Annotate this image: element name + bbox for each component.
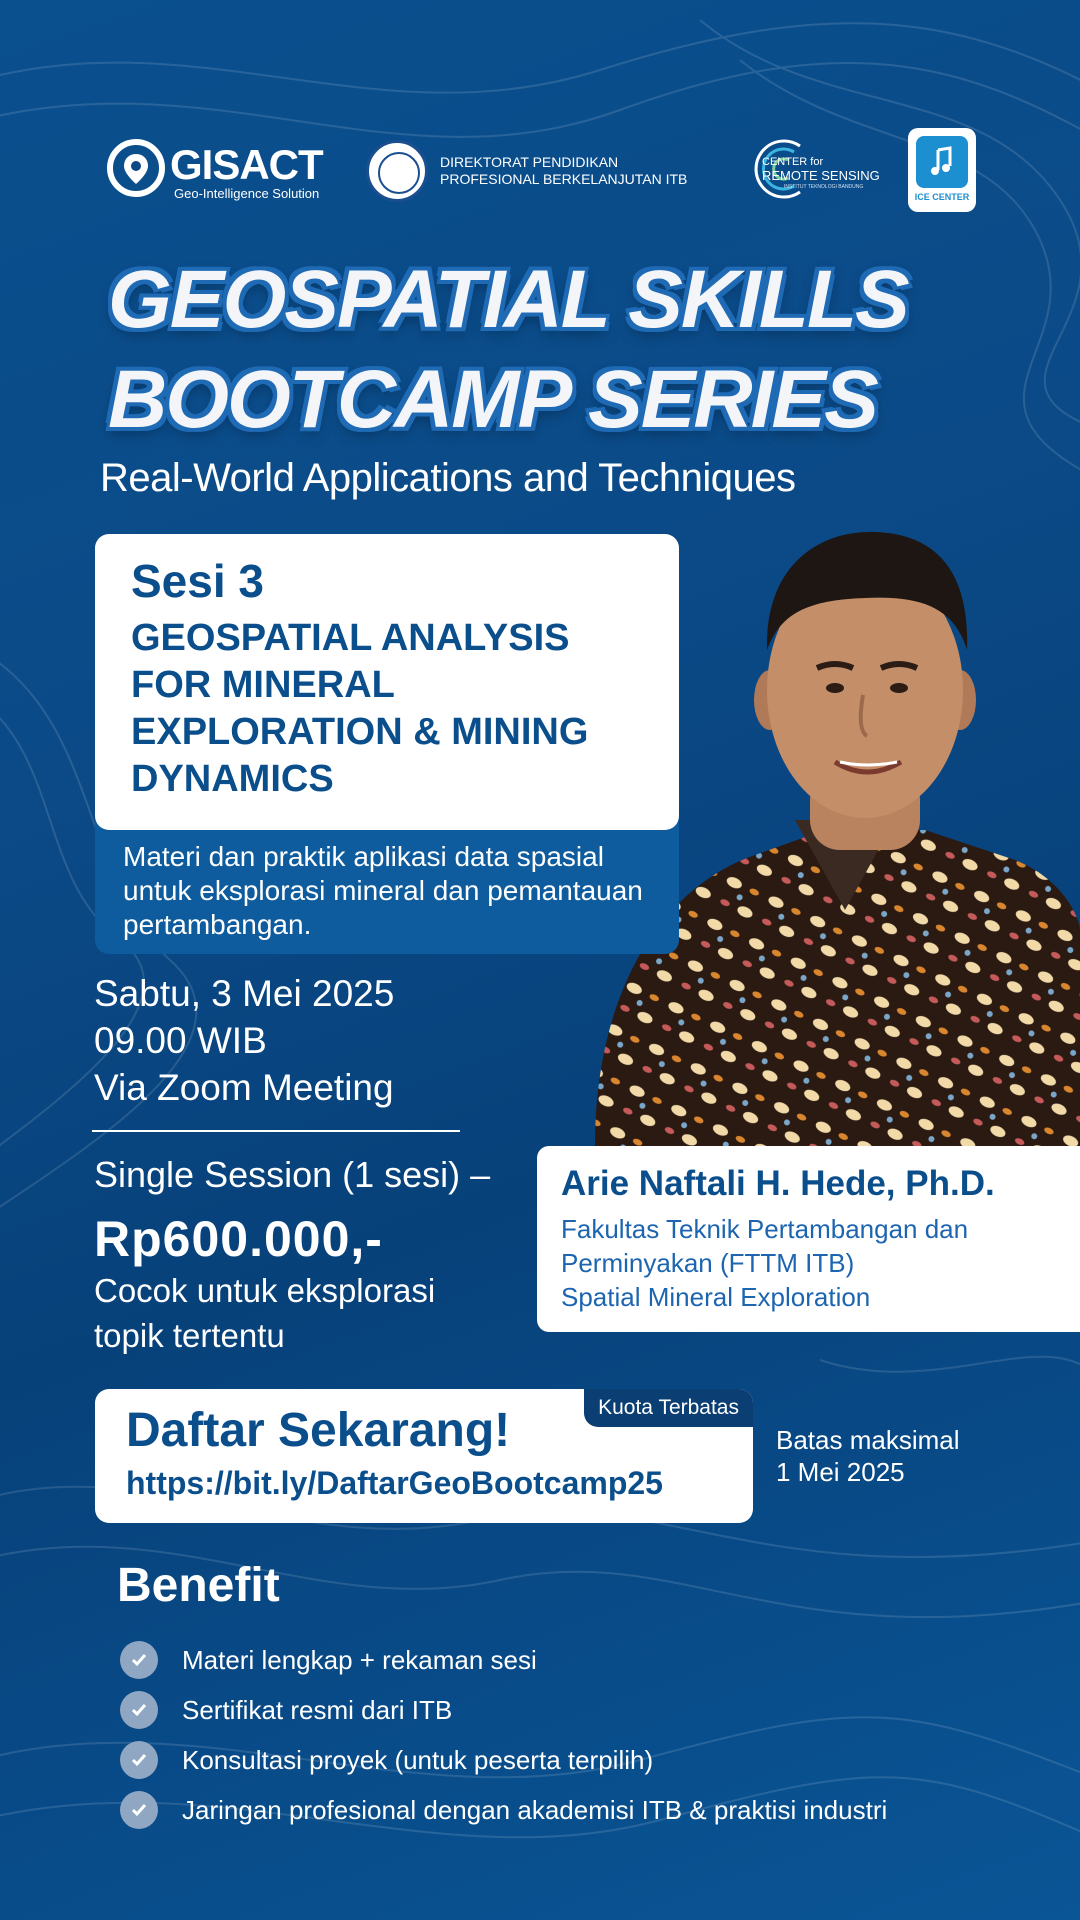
session-description: Materi dan praktik aplikasi data spasial untuk eksplorasi mineral dan pemantauan pertambangan. [95,818,679,954]
benefit-heading: Benefit [117,1559,280,1612]
session-card [95,534,679,830]
price-value: Rp600.000,- [94,1211,383,1267]
crs-subtext: INSTITUT TEKNOLOGI BANDUNG [784,184,864,190]
itb-seal-icon [366,140,428,202]
gisact-logo [106,138,321,204]
center-remote-sensing-logo [750,136,880,202]
speaker-affiliation: Fakultas Teknik Pertambangan dan Perminyakan (FTTM ITB) Spatial Mineral Exploration [561,1214,969,1312]
speaker-name: Arie Naftali H. Hede, Ph.D. [561,1164,995,1203]
check-icon [120,1741,158,1779]
gisact-wordmark: GISACT [170,141,323,188]
page-title [108,250,1008,450]
quota-badge: Kuota Terbatas [584,1389,753,1427]
music-note-icon [930,146,954,176]
check-icon [120,1641,158,1679]
itb-directorate-logo [366,140,706,202]
divider [92,1130,460,1132]
event-venue: Via Zoom Meeting [94,1067,394,1108]
session-label: Sesi 3 [131,555,264,607]
title-line-1: GEOSPATIAL SKILLS [108,254,908,345]
check-icon [120,1691,158,1729]
ice-center-text: ICE CENTER [914,192,970,202]
page-subtitle: Real-World Applications and Techniques [100,456,796,500]
check-icon [120,1791,158,1829]
crs-text: CENTER for REMOTE SENSING [762,156,880,183]
session-topic: GEOSPATIAL ANALYSIS FOR MINERAL EXPLORATION & MINING DYNAMICS [131,617,589,801]
ice-center-logo [908,128,976,212]
event-date: Sabtu, 3 Mei 2025 [94,973,395,1014]
globe-pin-icon [106,138,166,198]
list-item: Konsultasi proyek (untuk peserta terpilih) [120,1735,887,1785]
list-item: Jaringan profesional dengan akademisi ITB & praktisi industri [120,1785,887,1835]
registration-deadline: Batas maksimal 1 Mei 2025 [776,1425,960,1487]
gisact-tagline: Geo-Intelligence Solution [174,186,320,201]
list-item: Sertifikat resmi dari ITB [120,1685,887,1735]
register-cta[interactable]: Daftar Sekarang! [126,1404,511,1457]
list-item: Materi lengkap + rekaman sesi [120,1635,887,1685]
itb-directorate-text: DIREKTORAT PENDIDIKAN PROFESIONAL BERKELANJUTAN ITB [440,154,688,187]
event-info [94,970,394,1111]
register-card[interactable] [95,1389,753,1523]
event-time: 09.00 WIB [94,1020,267,1061]
benefit-list [120,1635,887,1835]
price-label: Single Session (1 sesi) – [94,1154,491,1195]
title-line-2: BOOTCAMP SERIES [108,354,877,445]
speaker-card [537,1146,1080,1332]
price-description: Cocok untuk eksplorasi topik tertentu [94,1272,436,1354]
register-url-link[interactable]: https://bit.ly/DaftarGeoBootcamp25 [126,1465,663,1501]
